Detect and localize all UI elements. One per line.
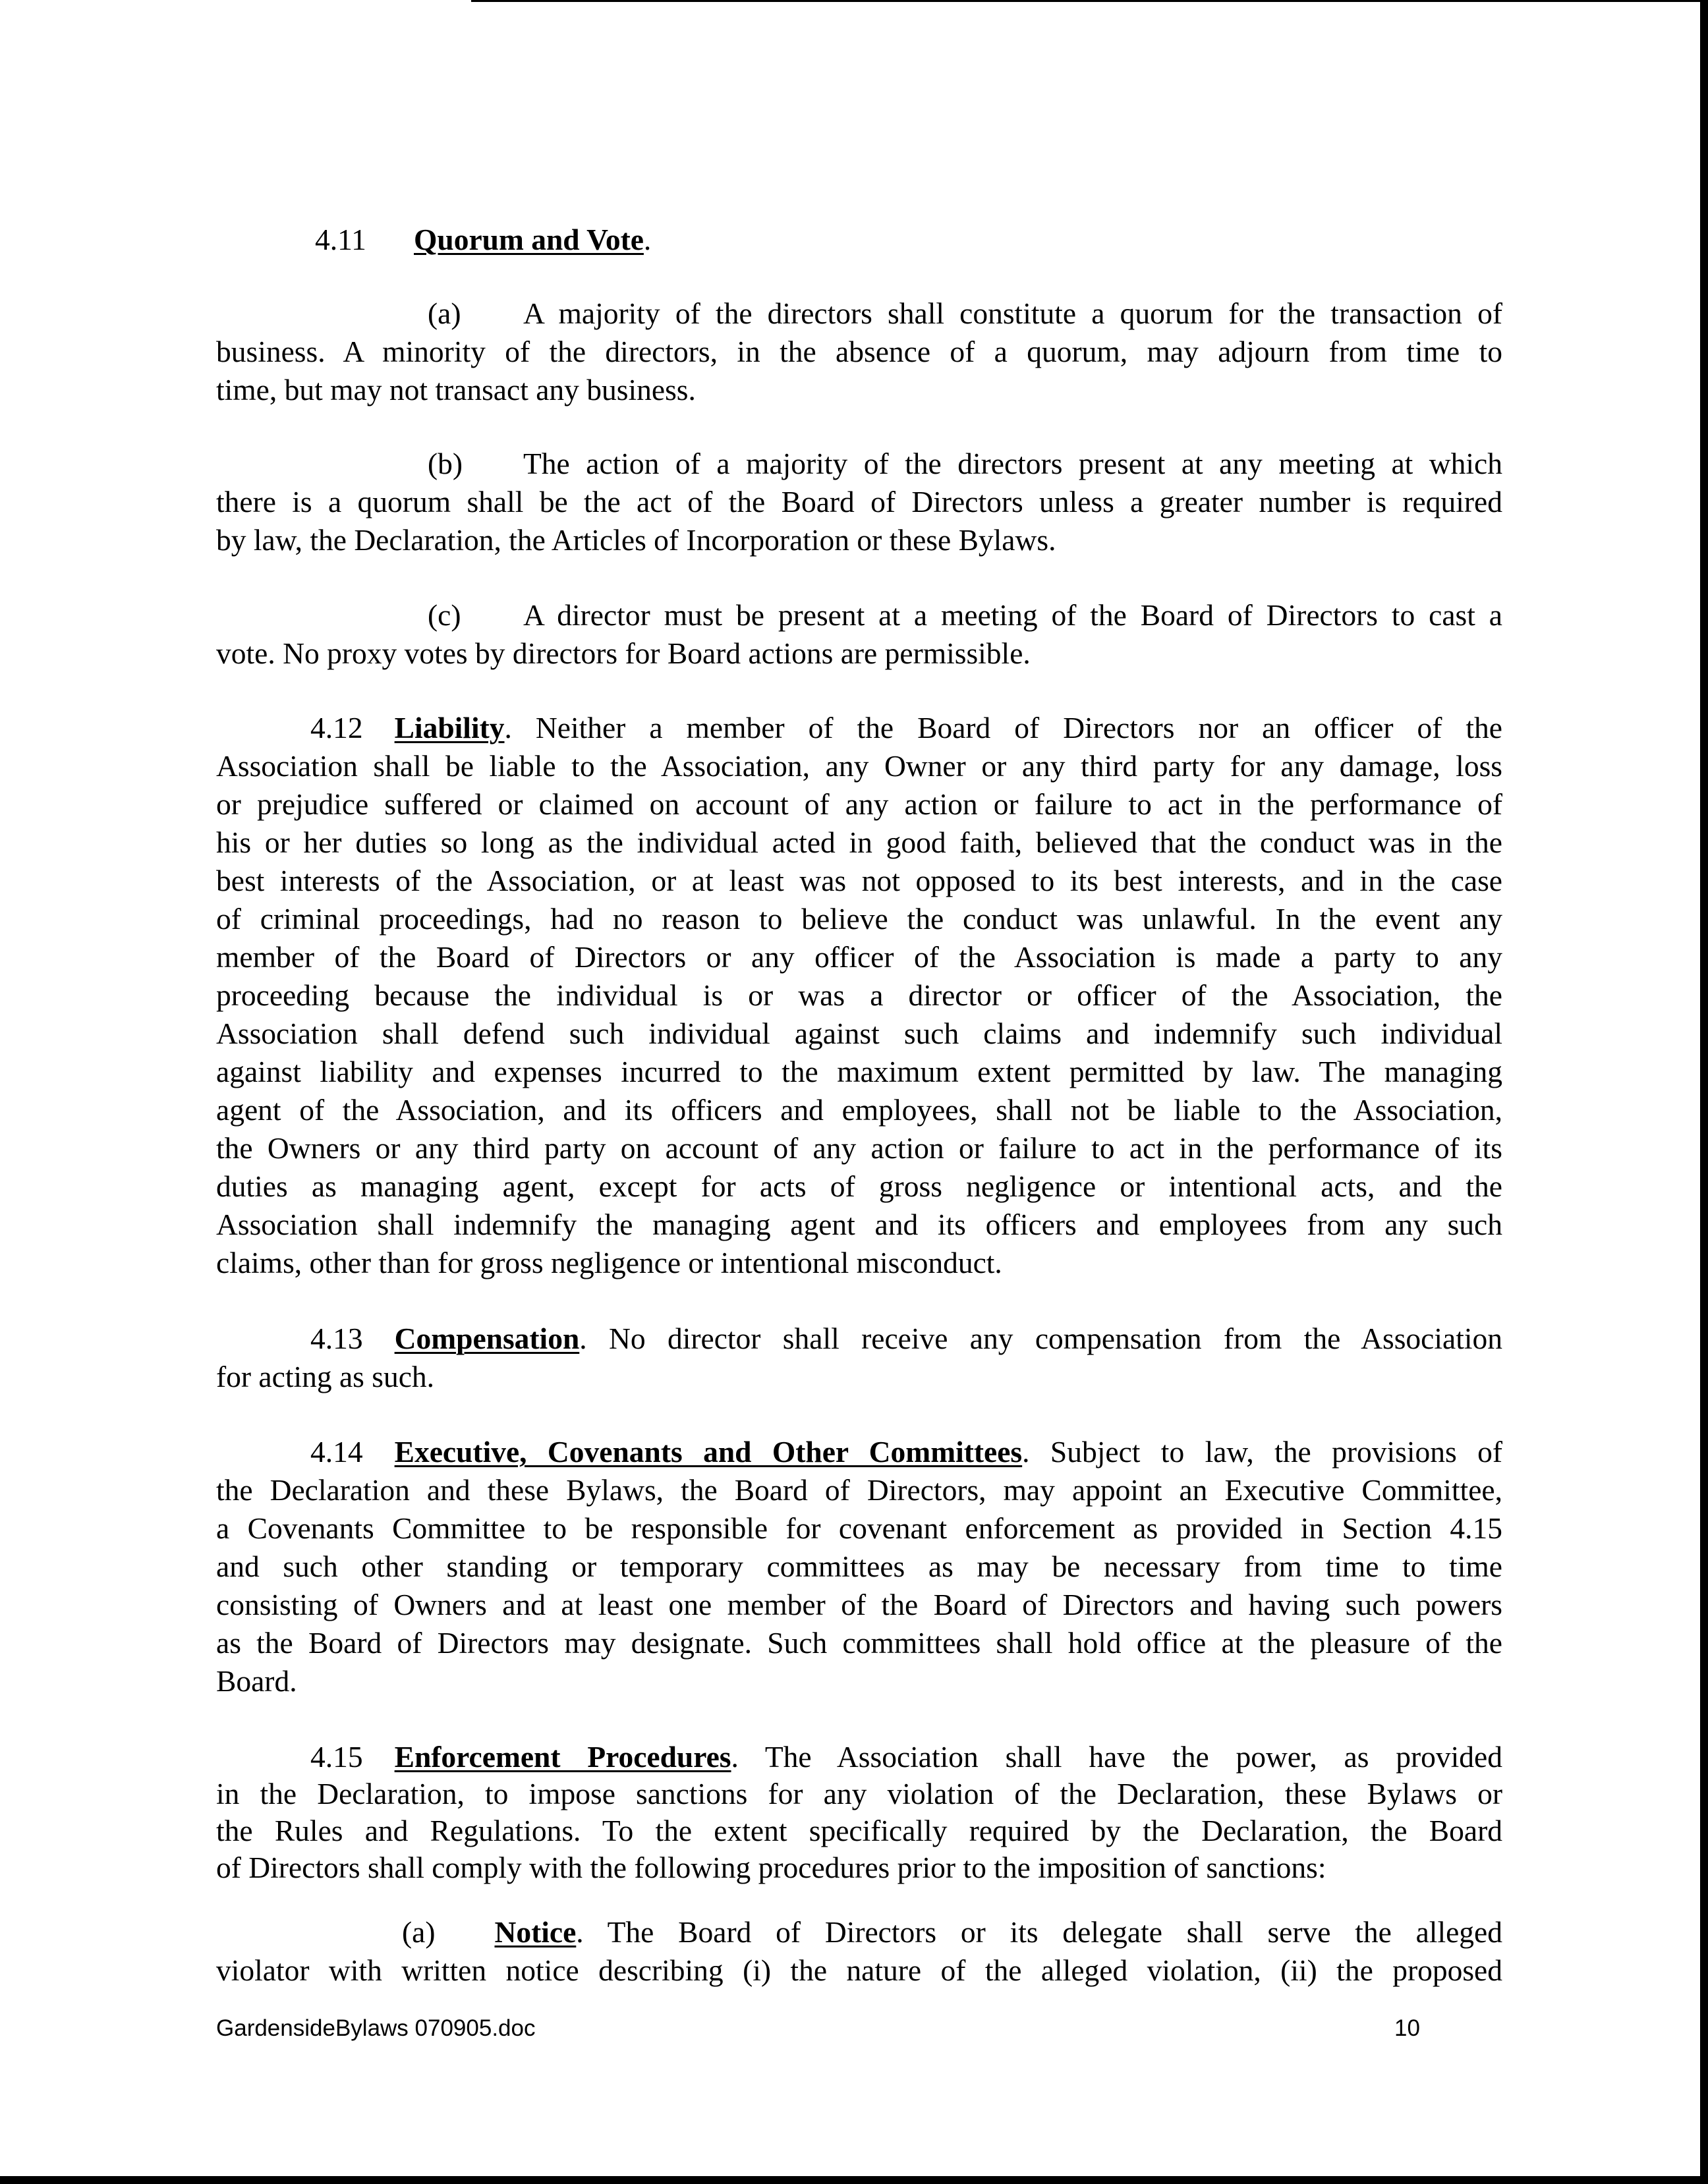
- section-4-15-heading: 4.15 Enforcement Procedures. The Association shall have the power, as provided: [310, 1740, 1502, 1774]
- subsection-a-notice: (a) Notice. The Board of Directors or its delegate shall serve the alleged: [402, 1915, 1502, 1949]
- paragraph-line: best interests of the Association, or at least was not opposed to its best interests, and in the case: [216, 864, 1502, 897]
- paragraph-line: of criminal proceedings, had no reason to believe the conduct was unlawful. In the event any: [216, 902, 1502, 936]
- scan-border-bottom: [0, 2176, 1708, 2184]
- paragraph-line: against liability and expenses incurred to the maximum extent permitted by law. The managing: [216, 1055, 1502, 1088]
- paragraph-line: violator with written notice describing (i) the nature of the alleged violation, (ii) the proposed: [216, 1953, 1502, 1987]
- paragraph-line: in the Declaration, to impose sanctions for any violation of the Declaration, these Bylaws or: [216, 1777, 1502, 1810]
- paragraph-line: (a) A majority of the directors shall constitute a quorum for the transaction of: [428, 296, 1502, 330]
- paragraph-line: and such other standing or temporary committees as may be necessary from time to time: [216, 1550, 1502, 1583]
- section-title: Executive, Covenants and Other Committees: [394, 1435, 1023, 1469]
- paragraph-line: as the Board of Directors may designate. Such committees shall hold office at the pleasure of the: [216, 1626, 1502, 1660]
- paragraph-line: the Owners or any third party on account of any action or failure to act in the performance of its: [216, 1131, 1502, 1165]
- section-4-13-heading: 4.13 Compensation. No director shall receive any compensation from the Association: [310, 1322, 1503, 1355]
- paragraph-line: (c) A director must be present at a meeting of the Board of Directors to cast a: [428, 598, 1502, 632]
- paragraph-line: Board.: [216, 1664, 297, 1698]
- scan-border-right: [1700, 0, 1708, 2184]
- paragraph-line: Association shall defend such individual against such claims and indemnify such individual: [216, 1017, 1502, 1050]
- paragraph-line: vote. No proxy votes by directors for Board actions are permissible.: [216, 636, 1031, 670]
- paragraph-line: the Declaration and these Bylaws, the Board of Directors, may appoint an Executive Committee,: [216, 1473, 1502, 1507]
- subsection-title: Notice: [494, 1915, 577, 1949]
- paragraph-line: Association shall indemnify the managing agent and its officers and employees from any such: [216, 1208, 1502, 1241]
- paragraph-line: claims, other than for gross negligence or intentional misconduct.: [216, 1246, 1002, 1279]
- paragraph-line: business. A minority of the directors, in the absence of a quorum, may adjourn from time to: [216, 335, 1502, 368]
- paragraph-line: time, but may not transact any business.: [216, 373, 696, 406]
- paragraph-line: there is a quorum shall be the act of the Board of Directors unless a greater number is required: [216, 485, 1502, 518]
- section-title: Liability: [394, 711, 505, 744]
- section-4-11-heading: 4.11 Quorum and Vote.: [315, 223, 652, 256]
- paragraph-line: (b) The action of a majority of the directors present at any meeting at which: [428, 447, 1502, 480]
- item-label: (a): [402, 1915, 436, 1949]
- footer-filename: GardensideBylaws 070905.doc: [216, 2015, 536, 2041]
- section-number: 4.15: [310, 1740, 363, 1774]
- paragraph-line: duties as managing agent, except for acts of gross negligence or intentional acts, and the: [216, 1169, 1502, 1203]
- paragraph-line: consisting of Owners and at least one member of the Board of Directors and having such powers: [216, 1588, 1502, 1621]
- section-title: Compensation: [394, 1322, 580, 1355]
- paragraph-line: agent of the Association, and its officers and employees, shall not be liable to the Association,: [216, 1093, 1502, 1127]
- section-number: 4.12: [310, 711, 363, 744]
- footer-page-number: 10: [1394, 2015, 1420, 2041]
- paragraph-line: or prejudice suffered or claimed on account of any action or failure to act in the performance of: [216, 787, 1502, 821]
- section-title: Quorum and Vote: [414, 223, 644, 256]
- paragraph-line: of Directors shall comply with the following procedures prior to the imposition of sanctions:: [216, 1851, 1326, 1884]
- section-number: 4.14: [310, 1435, 363, 1469]
- paragraph-line: proceeding because the individual is or was a director or officer of the Association, the: [216, 978, 1502, 1012]
- paragraph-line: Association shall be liable to the Association, any Owner or any third party for any damage, loss: [216, 749, 1502, 783]
- paragraph-line: his or her duties so long as the individual acted in good faith, believed that the conduct was in the: [216, 826, 1502, 859]
- section-number: 4.13: [310, 1322, 363, 1355]
- paragraph-line: the Rules and Regulations. To the extent specifically required by the Declaration, the Board: [216, 1814, 1502, 1847]
- section-title: Enforcement Procedures: [394, 1740, 731, 1774]
- scan-border-top: [471, 0, 1708, 2]
- paragraph-line: a Covenants Committee to be responsible for covenant enforcement as provided in Section 4.15: [216, 1511, 1502, 1545]
- paragraph-line: member of the Board of Directors or any officer of the Association is made a party to any: [216, 940, 1502, 974]
- section-4-12-heading: 4.12 Liability. Neither a member of the Board of Directors nor an officer of the: [310, 711, 1502, 744]
- paragraph-line: for acting as such.: [216, 1360, 435, 1393]
- section-4-14-heading: 4.14 Executive, Covenants and Other Committees. Subject to law, the provisions of: [310, 1435, 1502, 1469]
- paragraph-line: by law, the Declaration, the Articles of Incorporation or these Bylaws.: [216, 523, 1056, 557]
